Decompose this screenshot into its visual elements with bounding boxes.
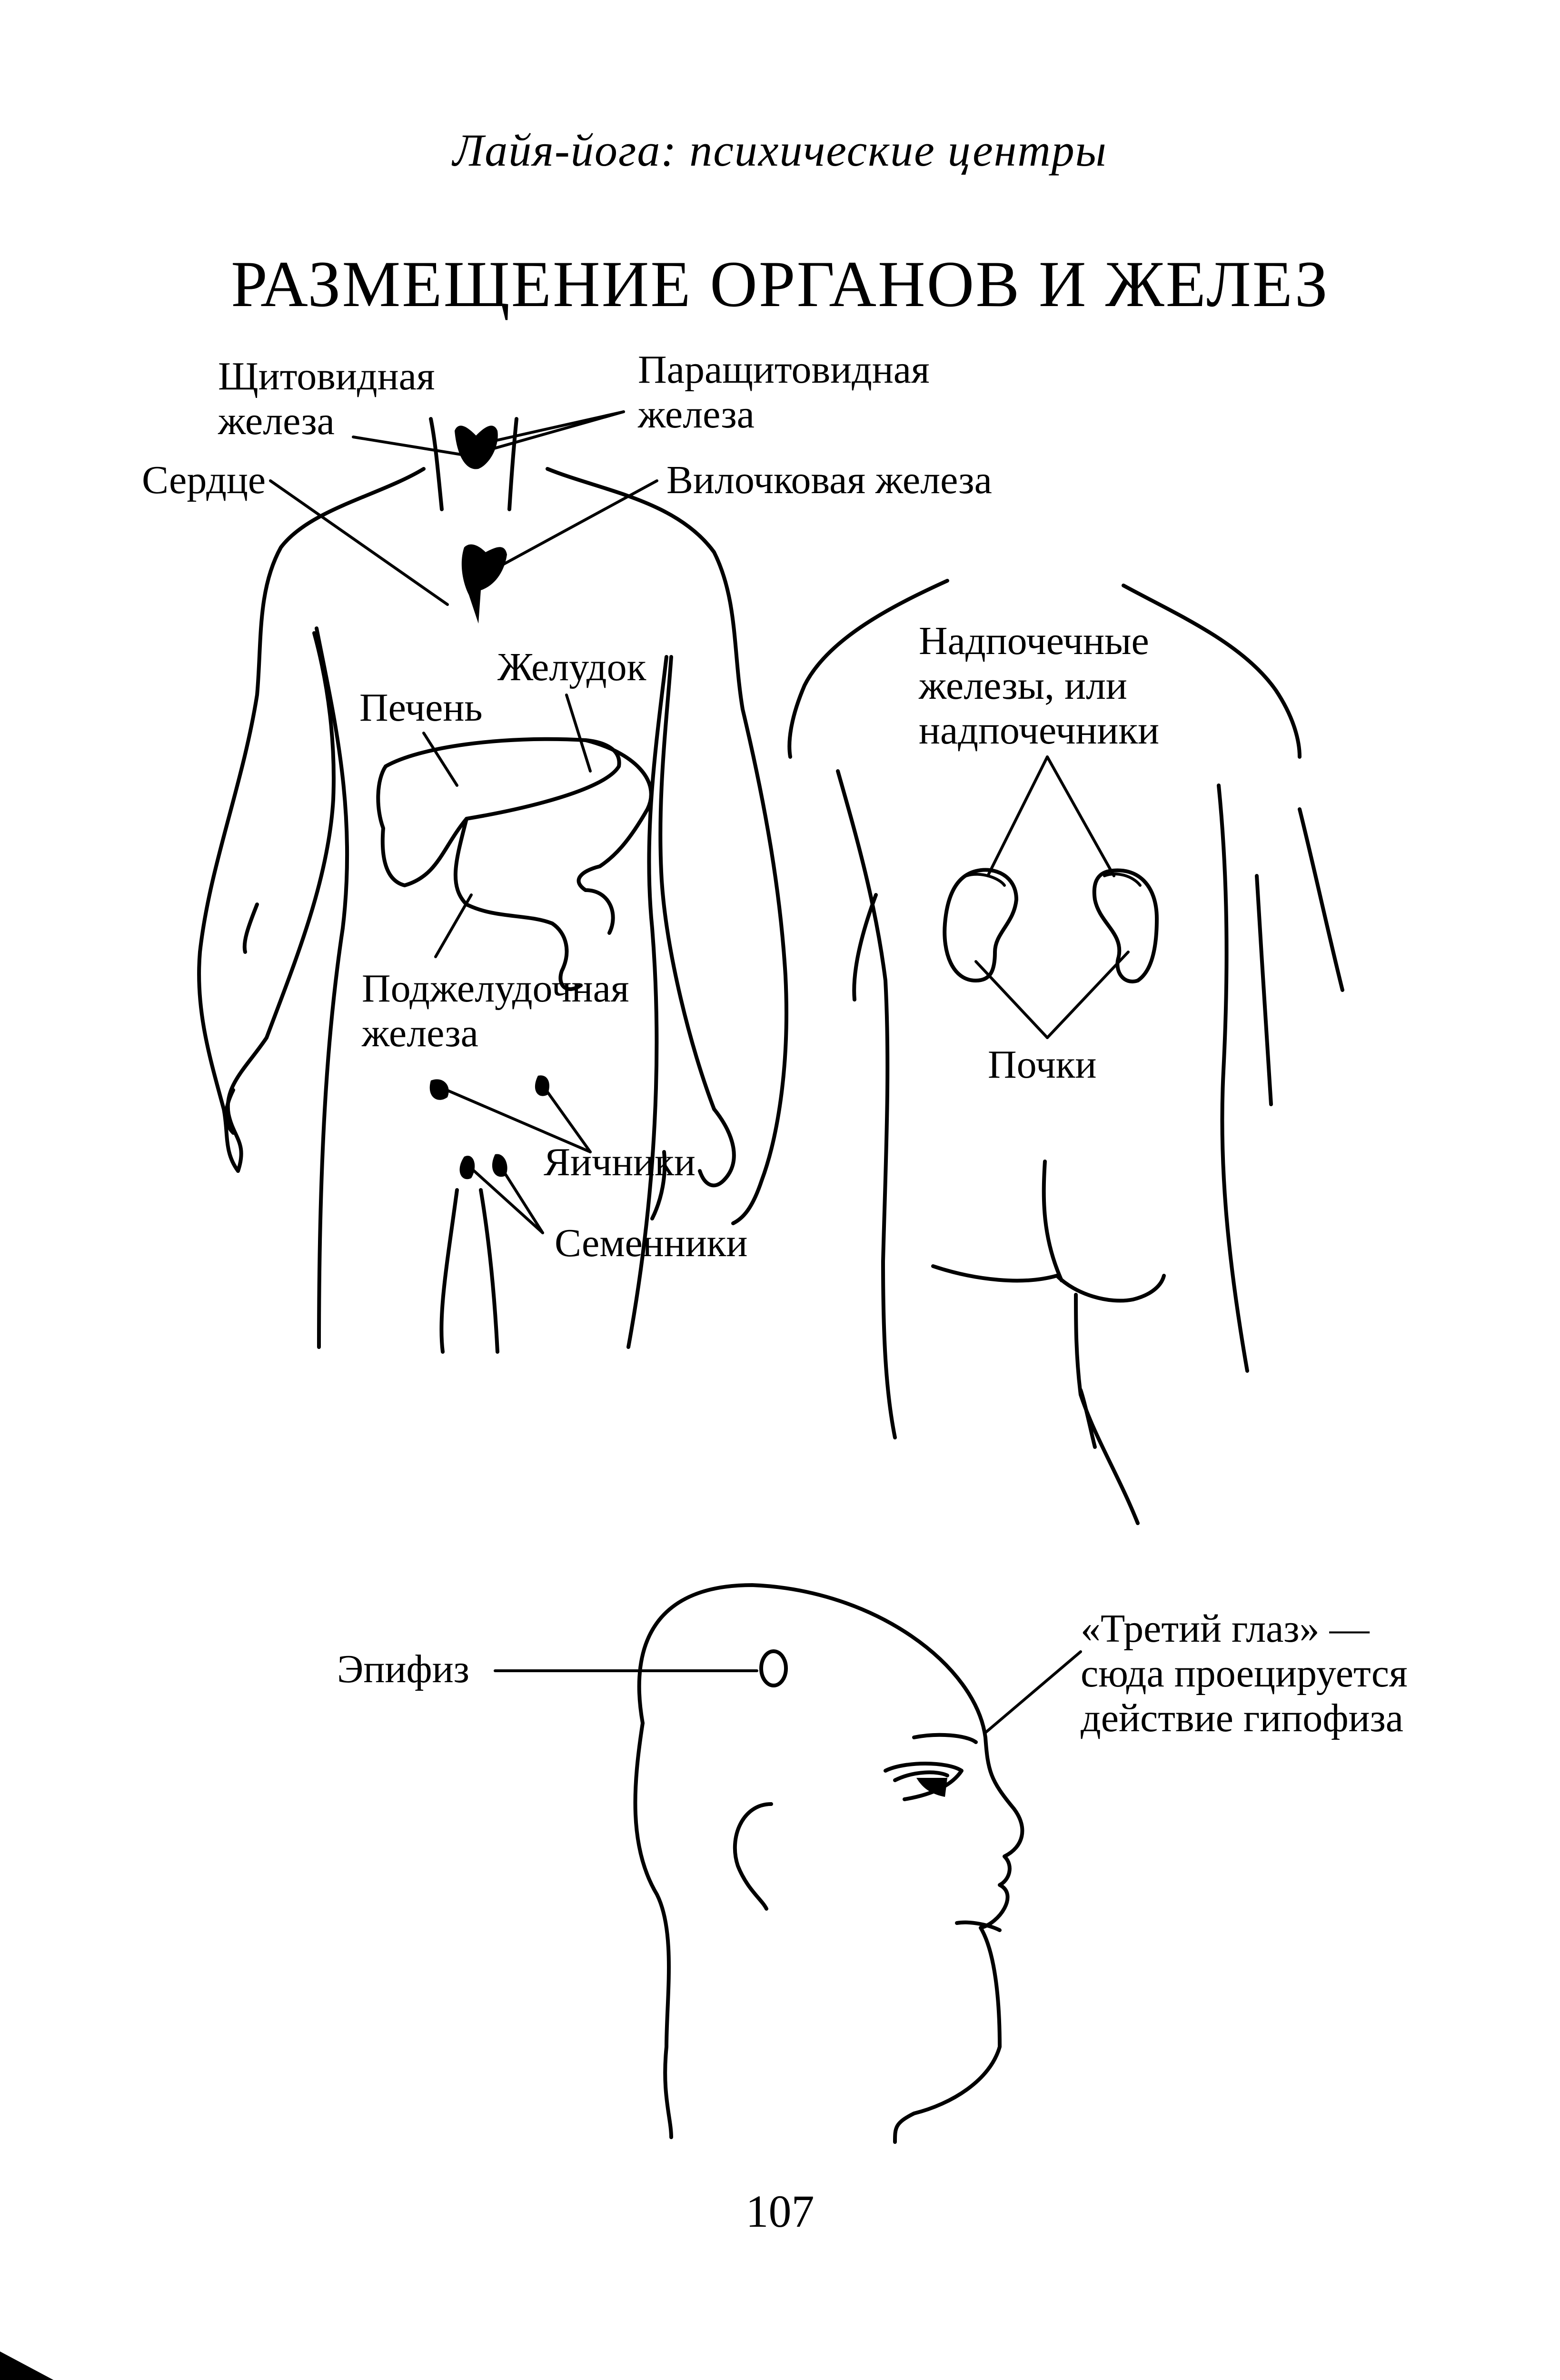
kidney-left — [944, 870, 1016, 981]
label-heart: Сердце — [142, 458, 266, 502]
scan-corner-mark — [0, 2351, 57, 2380]
page-number: 107 — [745, 2186, 815, 2237]
label-pineal: Эпифиз — [337, 1647, 469, 1691]
head-figure — [495, 1585, 1081, 2142]
thymus-gland — [462, 545, 507, 624]
kidney-right — [1094, 870, 1157, 981]
label-adrenals: Надпочечные железы, или надпочечники — [919, 619, 1160, 753]
ear — [735, 1804, 771, 1909]
testes-left — [460, 1156, 475, 1179]
page-title: РАЗМЕЩЕНИЕ ОРГАНОВ И ЖЕЛЕЗ — [231, 248, 1329, 320]
label-stomach: Желудок — [497, 645, 646, 689]
label-liver: Печень — [359, 685, 483, 730]
label-thyroid: Щитовидная железа — [218, 354, 435, 444]
internal-organs — [378, 739, 651, 989]
back-leader-lines — [976, 757, 1128, 1038]
label-third-eye: «Третий глаз» — сюда проецируется действие гипофиза — [1081, 1606, 1408, 1741]
liver-outline — [378, 739, 619, 885]
head-leader-lines — [495, 1652, 1081, 1733]
pineal-gland — [761, 1651, 786, 1686]
front-body-figure — [199, 412, 786, 1352]
label-parathyroid: Паращитовидная железа — [638, 347, 930, 437]
label-testes: Семенники — [555, 1221, 748, 1265]
thyroid-gland — [455, 426, 498, 469]
label-thymus: Вилочковая железа — [666, 458, 992, 502]
kidneys — [944, 870, 1157, 982]
label-kidneys: Почки — [988, 1042, 1097, 1087]
head-outline — [636, 1585, 1023, 2142]
pancreas-outline — [456, 819, 581, 989]
label-pancreas: Поджелудочная железа — [362, 966, 629, 1056]
running-head: Лайя-йога: психические центры — [453, 125, 1107, 176]
label-ovaries: Яичники — [544, 1140, 696, 1184]
